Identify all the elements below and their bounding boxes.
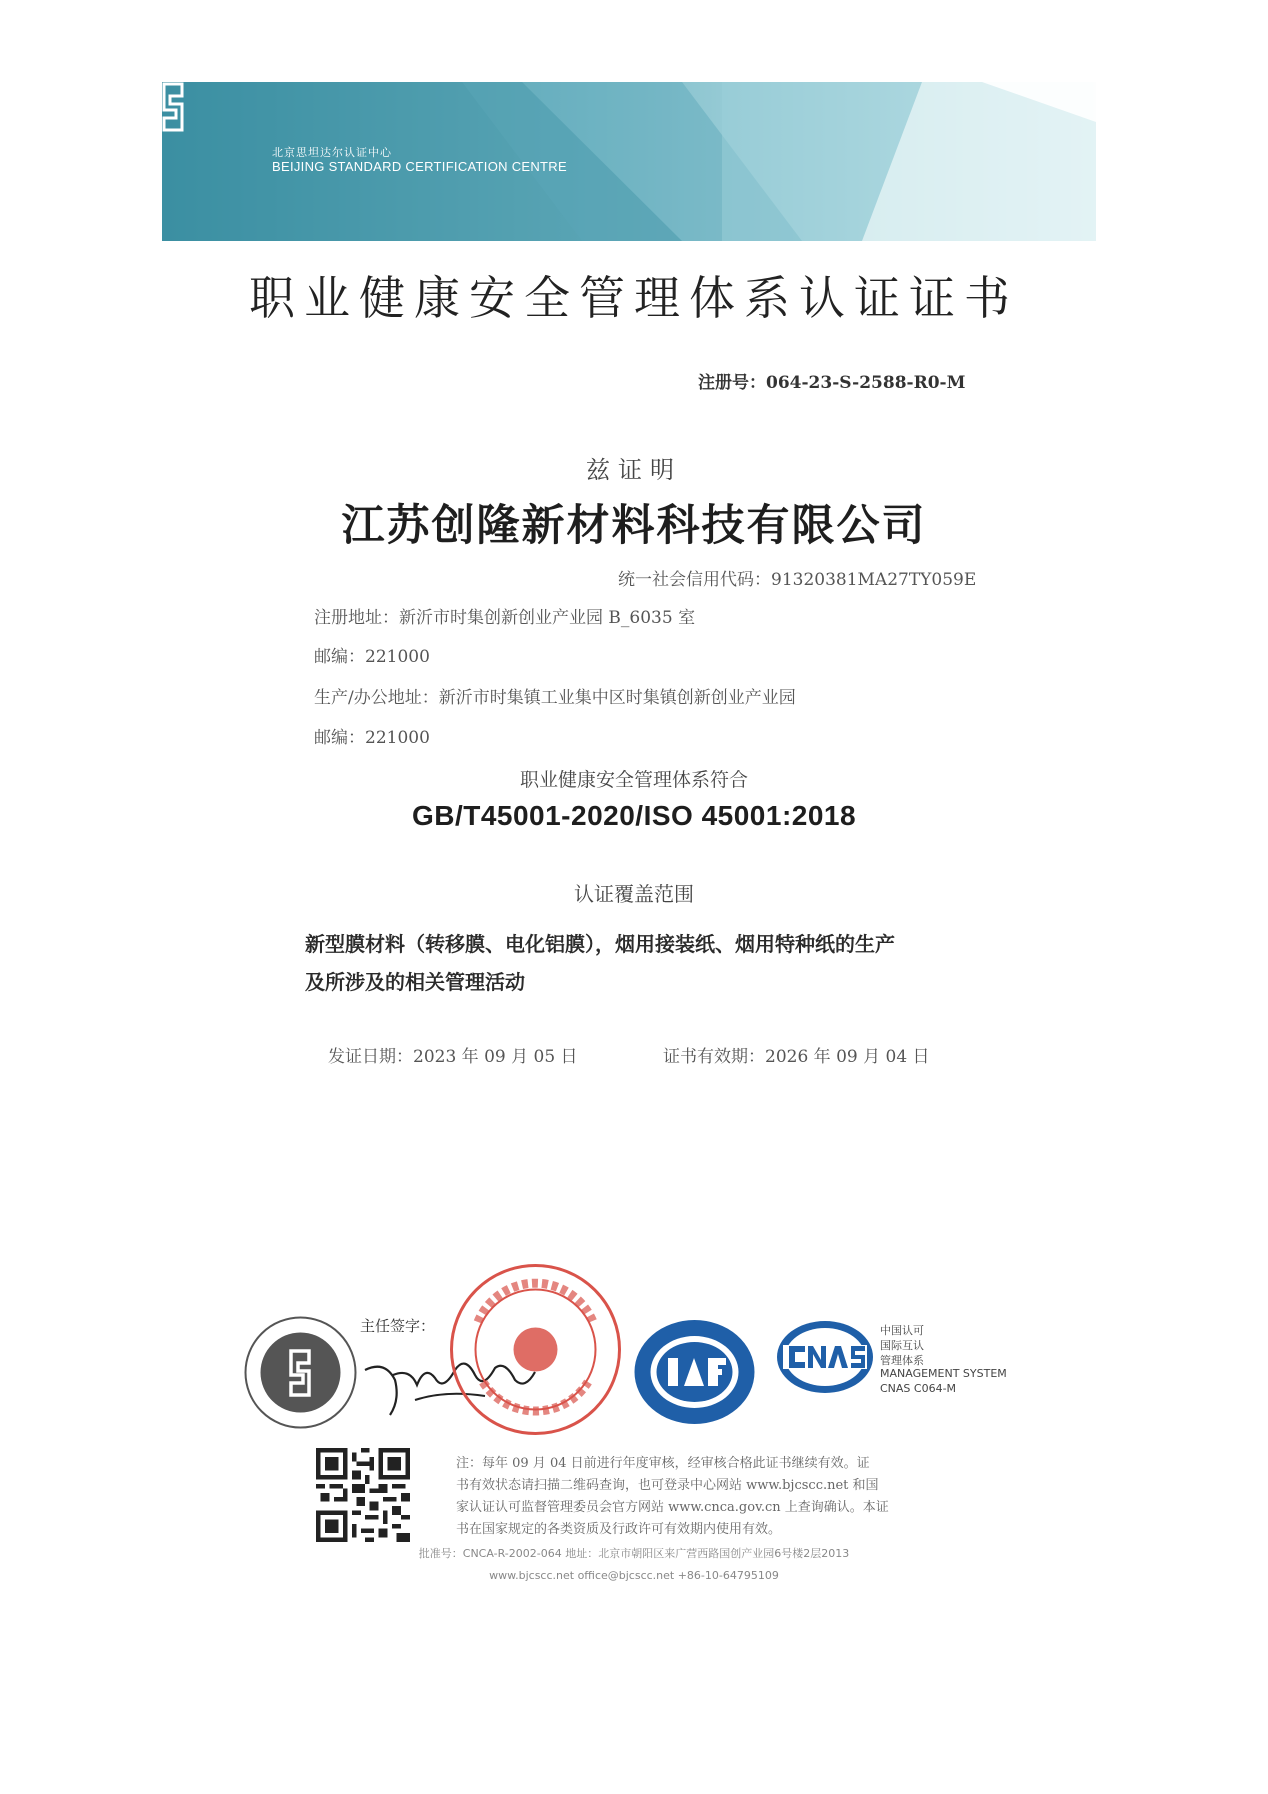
standard-code: GB/T45001-2020/ISO 45001:2018: [411, 800, 857, 831]
cnas-line-2: 国际互认: [880, 1339, 924, 1352]
company-name: 江苏创隆新材料科技有限公司: [341, 501, 927, 551]
bscc-round-seal: [243, 1315, 358, 1430]
postcode-registered: 邮编：221000: [314, 647, 430, 667]
note-line-4: 书在国家规定的各类资质及行政许可有效期内使用有效。: [456, 1522, 782, 1537]
issue-date: 发证日期：2023 年 09 月 05 日: [328, 1047, 578, 1067]
certification-centre-seal: [448, 1262, 623, 1437]
registration-number: 注册号：064-23-S-2588-R0-M: [698, 373, 966, 393]
conformity-statement: 职业健康安全管理体系符合: [519, 769, 748, 791]
qr-code-icon[interactable]: [316, 1448, 410, 1542]
header-banner: [162, 82, 1096, 241]
iaf-mla-logo: [632, 1316, 757, 1428]
registered-address: 注册地址：新沂市时集创新创业产业园 B_6035 室: [314, 608, 696, 628]
bscc-logo-icon: [162, 82, 186, 132]
postcode-office: 邮编：221000: [314, 728, 430, 748]
hereby-certify: 兹证明: [586, 456, 682, 484]
scope-line-2: 及所涉及的相关管理活动: [305, 970, 525, 994]
footer-contact: www.bjcscc.net office@bjcscc.net +86-10-64795109: [489, 1569, 779, 1582]
cnas-logo: [775, 1318, 875, 1396]
org-name-en: BEIJING STANDARD CERTIFICATION CENTRE: [272, 159, 567, 174]
note-line-3: 家认证认可监督管理委员会官方网站 www.cnca.gov.cn 上查询确认。本证: [456, 1500, 889, 1515]
office-address: 生产/办公地址：新沂市时集镇工业集中区时集镇创新创业产业园: [314, 688, 796, 708]
note-line-1: 注：每年 09 月 04 日前进行年度审核，经审核合格此证书继续有效。证: [456, 1456, 870, 1471]
cnas-line-5: CNAS C064-M: [880, 1382, 957, 1395]
footer-approval-address: 批准号：CNCA-R-2002-064 地址：北京市朝阳区来广营西路国创产业园6号楼2层2013: [418, 1547, 850, 1560]
note-line-2: 书有效状态请扫描二维码查询，也可登录中心网站 www.bjcscc.net 和国: [456, 1478, 879, 1493]
org-name-cn: 北京思坦达尔认证中心: [272, 146, 392, 159]
expiry-date: 证书有效期：2026 年 09 月 04 日: [663, 1047, 930, 1067]
scope-line-1: 新型膜材料（转移膜、电化铝膜），烟用接装纸、烟用特种纸的生产: [305, 932, 895, 956]
cnas-line-1: 中国认可: [880, 1324, 924, 1337]
cnas-line-4: MANAGEMENT SYSTEM: [880, 1367, 1007, 1380]
director-signature-label: 主任签字：: [360, 1317, 436, 1335]
scope-heading: 认证覆盖范围: [574, 882, 694, 906]
certificate-title: 职业健康安全管理体系认证证书: [249, 271, 1019, 325]
cnas-line-3: 管理体系: [880, 1354, 924, 1367]
credit-code: 统一社会信用代码：91320381MA27TY059E: [618, 570, 977, 590]
